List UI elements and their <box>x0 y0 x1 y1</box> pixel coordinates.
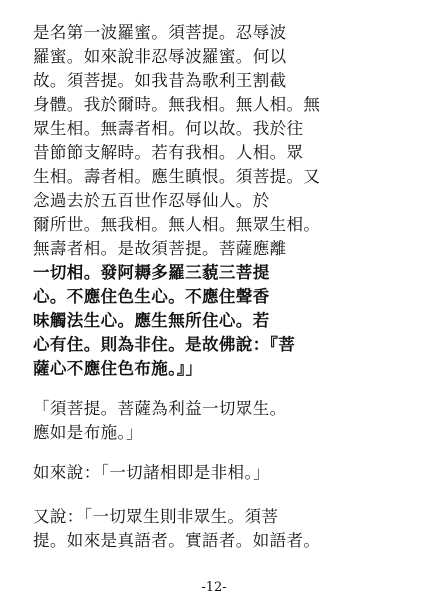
text-line: 故。須菩提。如我昔為歌利王割截 <box>33 71 287 90</box>
text-line: 提。如來是真語者。實語者。如語者。 <box>33 531 321 550</box>
page-number: -12- <box>201 580 227 595</box>
text-line: 眾生相。無壽者相。何以故。我於往 <box>33 119 304 138</box>
text-line: 是名第一波羅蜜。須菩提。忍辱波 <box>33 23 287 42</box>
text-line: 羅蜜。如來說非忍辱波羅蜜。何以 <box>33 47 287 66</box>
text-line: 無壽者相。是故須菩提。菩薩應離 <box>33 239 287 258</box>
text-line: 念過去於五百世作忍辱仙人。於 <box>33 191 270 210</box>
text-line: 應如是布施。」 <box>33 423 144 442</box>
text-line: 一切相。發阿耨多羅三藐三菩提 <box>33 263 270 282</box>
text-line: 心有住。則為非住。是故佛說：『菩 <box>33 335 296 354</box>
text-line: 心。不應住色生心。不應住聲香 <box>33 287 270 306</box>
text-line: 如來說：「一切諸相即是非相。」 <box>33 463 270 482</box>
text-line: 爾所世。無我相。無人相。無眾生相。 <box>33 215 321 234</box>
text-line: 昔節節支解時。若有我相。人相。眾 <box>33 143 304 162</box>
text-line: 生相。壽者相。應生瞋恨。須菩提。又 <box>33 167 321 186</box>
text-line: 又說：「一切眾生則非眾生。須菩 <box>33 507 279 526</box>
text-line: 味觸法生心。應生無所住心。若 <box>33 311 270 330</box>
text-line: 身體。我於爾時。無我相。無人相。無 <box>33 95 321 114</box>
text-line: 薩心不應住色布施。』」 <box>33 359 203 378</box>
sutra-page <box>33 14 395 600</box>
text-line: 「須菩提。菩薩為利益一切眾生。 <box>33 399 287 418</box>
